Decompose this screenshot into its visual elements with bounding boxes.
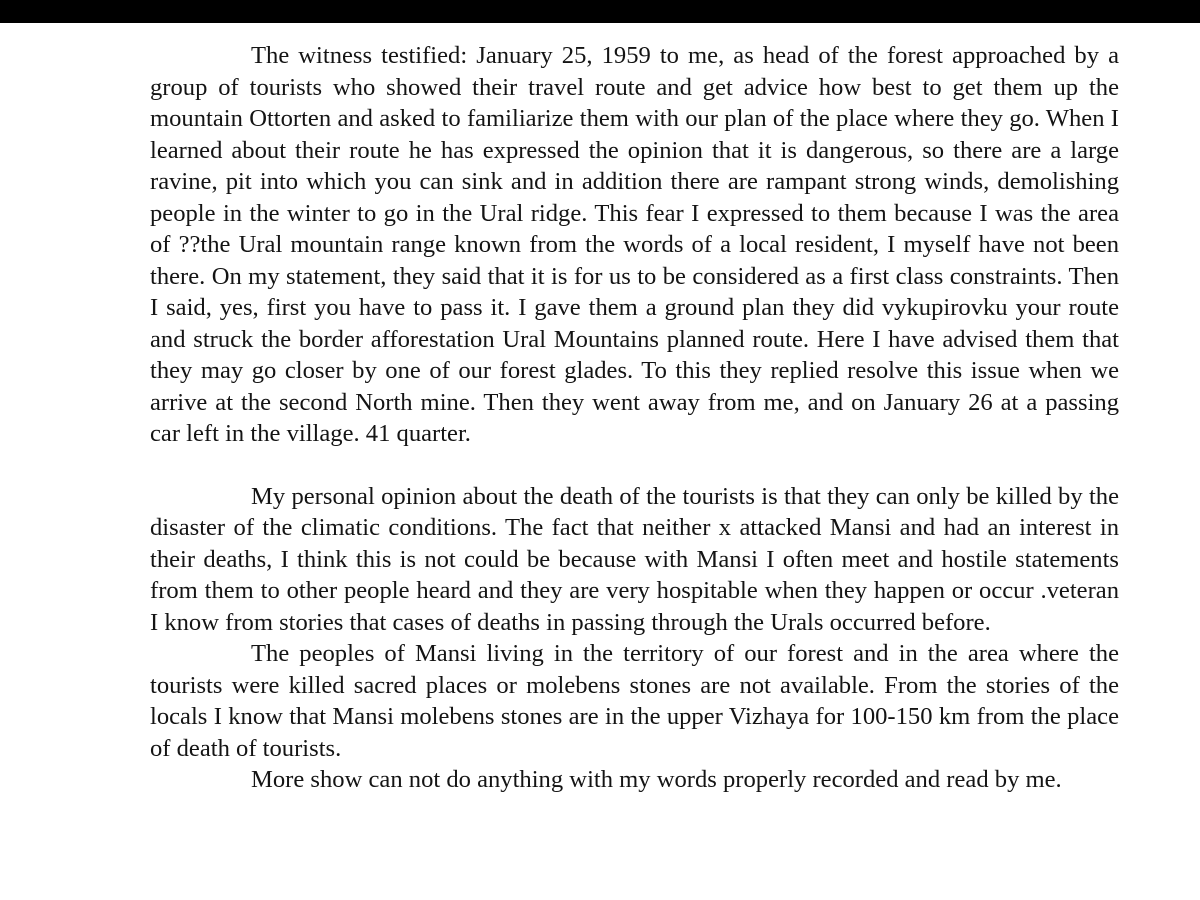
paragraph-closing-statement: More show can not do anything with my words properly recorded and read by me. [251,766,1062,793]
paragraph-witness-testimony: The witness testified: January 25, 1959 to me, as head of the forest approached by a group of tourists who showed their travel route and get advice how best to get them up the mountain Ottorten and asked to familiarize them with our plan of the place where they go. When I learned about their route he has expressed the opinion that it is dangerous, so there are a large ravine, pit into which you can sink and in addition there are rampant strong winds, demolishing people in the winter to go in the Ural ridge. This fear I expressed to them because I was the area of ??the Ural mountain range known from the words of a local resident, I myself have not been there. On my statement, they said that it is for us to be considered as a first class constraints. Then I said, yes, first you have to pass it. I gave them a ground plan they did vykupirovku your route and struck the border afforestation Ural Mountains planned route. Here I have advised them that they may go closer by one of our forest glades. To this they replied resolve this issue when we arrive at the second North mine. Then they went away from me, and on January 26 at a passing car left in the village. 41 quarter. [150,42,1119,447]
paragraph-mansi-sacred-places: The peoples of Mansi living in the territory of our forest and in the area where the tourists were killed sacred places or molebens stones are not available. From the stories of the locals I know that Mansi molebens stones are in the upper Vizhaya for 100-150 km from the place of death of tourists. [150,640,1119,762]
top-black-bar [0,0,1200,23]
paragraph-personal-opinion: My personal opinion about the death of the tourists is that they can only be killed by the disaster of the climatic conditions. The fact that neither x attacked Mansi and had an interest in their deaths, I think this is not could be because with Mansi I often meet and hostile statements from them to other people heard and they are very hospitable when they happen or occur .veteran I know from stories that cases of deaths in passing through the Urals occurred before. [150,482,1119,636]
document-page [150,40,1119,796]
